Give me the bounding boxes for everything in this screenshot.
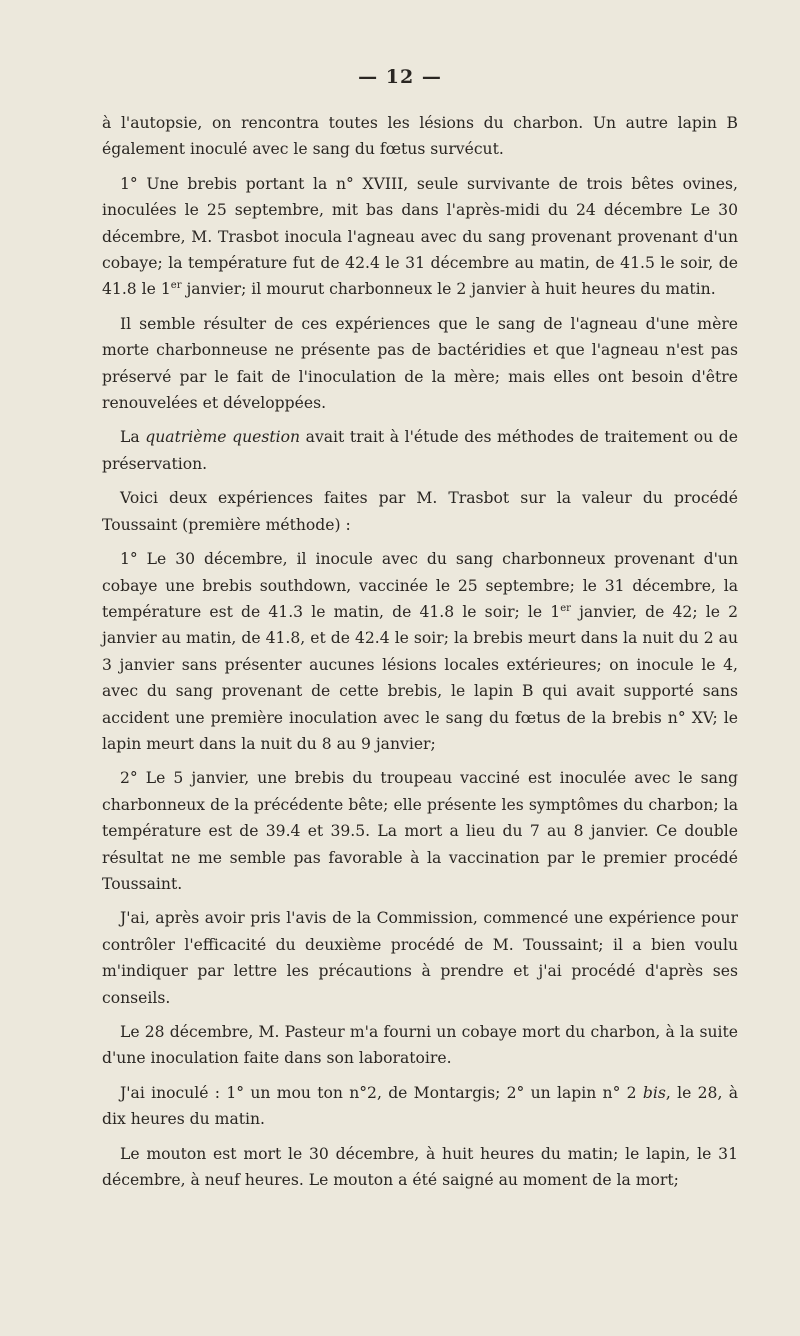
paragraph <box>102 311 738 417</box>
text-run: 2° Le 5 janvier, une brebis du troupeau vacciné est inoculée avec le sang charbonneux de la précédente bête; elle présente les symptômes du charbon; la température est de 39.4 et 39.5. La mort a lieu du 7 au 8 janvier. Ce double résultat ne me semble pas favorable à la vaccination par le premier procédé Toussaint. <box>102 769 738 893</box>
text-run: janvier; il mourut charbonneux le 2 janvier à huit heures du matin. <box>181 280 716 299</box>
page-number: — 12 — <box>358 66 442 88</box>
body-text <box>102 110 738 1193</box>
text-run: à l'autopsie, on rencontra toutes les lésions du charbon. Un autre lapin B également inoculé avec le sang du fœtus survécut. <box>102 114 738 159</box>
text-run: janvier, de 42; le 2 janvier au matin, de 41.8, et de 42.4 le soir; la brebis meurt dans la nuit du 2 au 3 janvier sans présenter aucunes lésions locales extérieures; on inocule le 4, avec du sang provenant de cette brebis, le lapin B qui avait supporté sans accident une première inoculation avec le sang du fœtus de la brebis n° XV; le lapin meurt dans la nuit du 8 au 9 janvier; <box>102 602 738 753</box>
paragraph <box>102 171 738 303</box>
paragraph <box>102 546 738 757</box>
text-run: Voici deux expériences faites par M. Trasbot sur la valeur du procédé Toussaint (première méthode) : <box>102 489 738 534</box>
paragraph <box>102 765 738 897</box>
text-run: La <box>120 428 146 447</box>
paragraph <box>102 485 738 538</box>
paragraph <box>102 1019 738 1072</box>
italic-text: quatrième question <box>145 428 301 447</box>
ordinal-superscript: er <box>170 280 182 292</box>
text-run: 1° Le 30 décembre, il inocule avec du sang charbonneux provenant d'un cobaye une brebis southdown, vaccinée le 25 septembre; le 31 décembre, la température est de 41.3 le matin, de 41.8 le soir; le 1 <box>102 550 738 621</box>
text-run: J'ai, après avoir pris l'avis de la Commission, commencé une expérience pour contrôler l'efficacité du deuxième procédé de M. Toussaint; il a bien voulu m'indiquer par lettre les précautions à prendre et j'ai procédé d'après ses conseils. <box>102 909 738 1007</box>
italic-text: bis <box>642 1083 666 1102</box>
paragraph <box>102 1141 738 1194</box>
text-run: 1° Une brebis portant la n° XVIII, seule survivante de trois bêtes ovines, inoculées le 25 septembre, mit bas dans l'après-midi du 24 décembre Le 30 décembre, M. Trasbot inocula l'agneau avec du sang provenant provenant d'un cobaye; la température fut de 42.4 le 31 décembre au matin, de 41.5 le soir, de 41.8 le 1 <box>102 174 738 299</box>
text-run: , le 28, à dix heures du matin. <box>102 1083 738 1129</box>
paragraph <box>102 1080 738 1133</box>
paragraph <box>102 110 738 163</box>
text-run: Le 28 décembre, M. Pasteur m'a fourni un cobaye mort du charbon, à la suite d'une inoculation faite dans son laboratoire. <box>102 1023 738 1068</box>
text-run: Le mouton est mort le 30 décembre, à huit heures du matin; le lapin, le 31 décembre, à neuf heures. Le mouton a été saigné au moment de la mort; <box>102 1144 738 1190</box>
ordinal-superscript: er <box>560 602 571 614</box>
text-run: avait trait à l'étude des méthodes de traitement ou de préservation. <box>102 428 739 473</box>
paragraph <box>102 424 738 477</box>
text-run: J'ai inoculé : 1° un mou ton n°2, de Montargis; 2° un lapin n° 2 <box>120 1083 643 1102</box>
paragraph <box>102 905 738 1011</box>
text-run: Il semble résulter de ces expériences que le sang de l'agneau d'une mère morte charbonneuse ne présente pas de bactéridies et que l'agneau n'est pas préservé par le fait de l'inoculation de la mère; mais elles ont besoin d'être renouvelées et développées. <box>102 314 738 413</box>
